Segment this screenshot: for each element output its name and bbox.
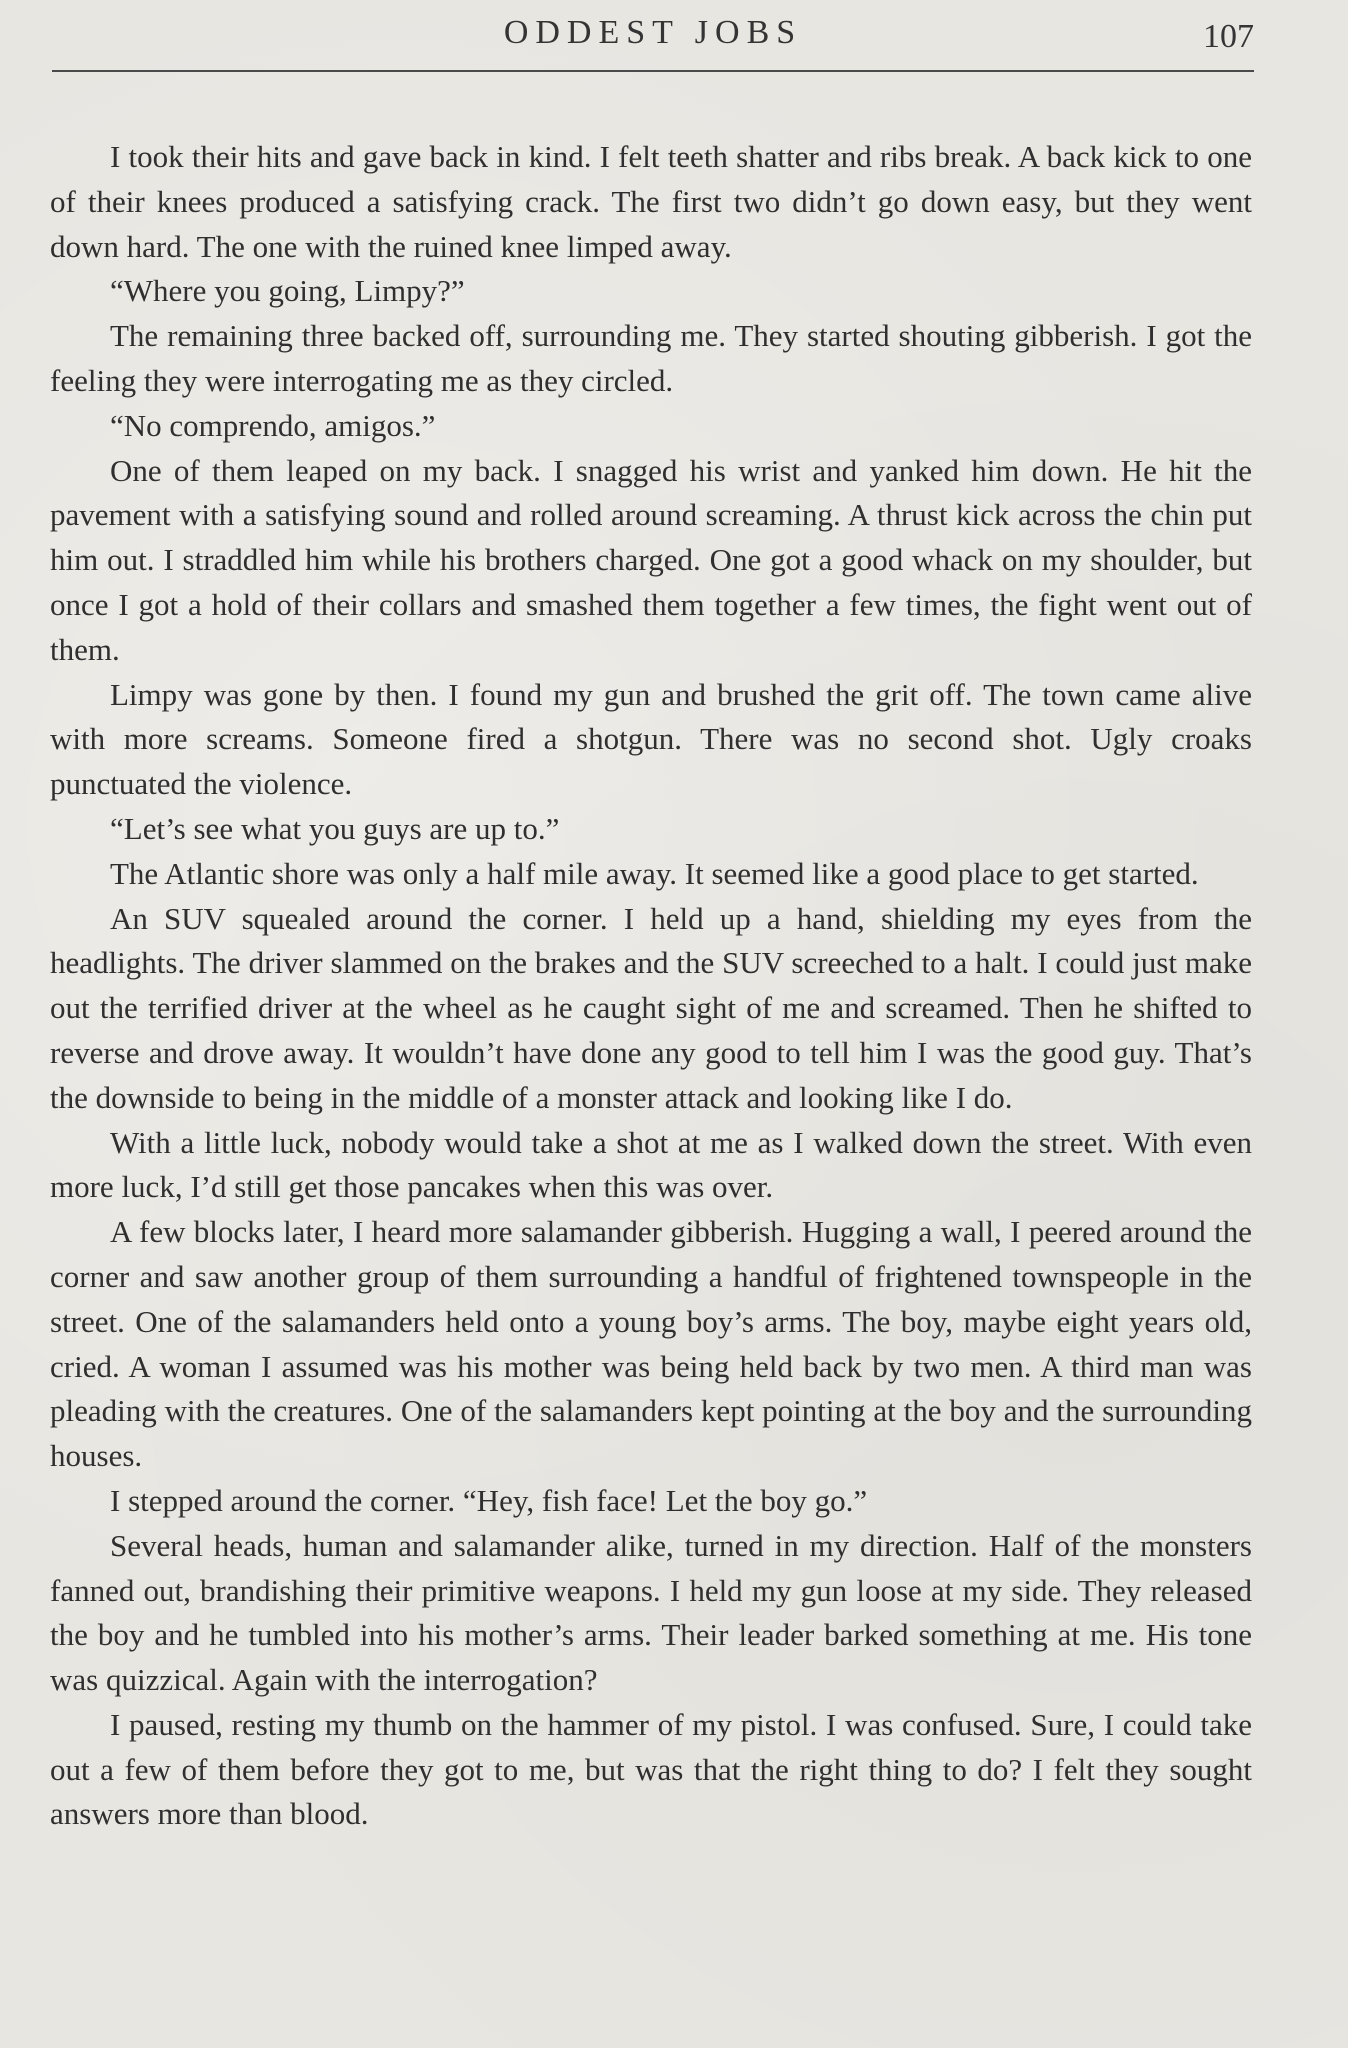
paragraph-10: With a little luck, nobody would take a shot at me as I walked down the street. With even more luck, I’d still get those pancakes when this was over. [50, 1124, 1252, 1205]
paragraph-3: The remaining three backed off, surrounding me. They started shouting gibberish. I got the feeling they were interrogating me as they circled. [50, 318, 1252, 398]
paragraph-14: I paused, resting my thumb on the hammer of my pistol. I was confused. Sure, I could take out a few of them before they got to me, but was that the right thing to do? I felt they sought answers more than blood. [50, 1706, 1252, 1832]
paragraph-11: A few blocks later, I heard more salamander gibberish. Hugging a wall, I peered around the corner and saw another group of them surrounding a handful of frightened townspeople in the street. One of the salamanders held onto a young boy’s arms. The boy, maybe eight years old, cried. A woman I assumed was his mother was being held back by two men. A third man was pleading with the creatures. One of the salamanders kept pointing at the boy and the surrounding houses. [50, 1214, 1252, 1474]
paragraph-6: Limpy was gone by then. I found my gun and brushed the grit off. The town came alive with more screams. Someone fired a shotgun. There was no second shot. Ugly croaks punctuated the violence. [50, 676, 1252, 802]
page-number: 107 [1203, 18, 1254, 55]
running-title: ODDEST JOBS [503, 14, 803, 51]
body-text [50, 135, 1252, 1837]
header-rule [52, 70, 1254, 72]
paragraph-2: “Where you going, Limpy?” [110, 273, 465, 309]
paragraph-12: I stepped around the corner. “Hey, fish face! Let the boy go.” [110, 1482, 868, 1518]
paragraph-8: The Atlantic shore was only a half mile away. It seemed like a good place to get started. [110, 855, 1199, 891]
running-head [52, 0, 1254, 70]
paragraph-9: An SUV squealed around the corner. I held up a hand, shielding my eyes from the headlights. The driver slammed on the brakes and the SUV screeched to a halt. I could just make out the terrified driver at the wheel as he caught sight of me and screamed. Then he shifted to reverse and drove away. It wouldn’t have done any good to tell him I was the good guy. That’s the downside to being in the middle of a monster attack and looking like I do. [50, 900, 1252, 1115]
paragraph-13: Several heads, human and salamander alike, turned in my direction. Half of the monsters fanned out, brandishing their primitive weapons. I held my gun loose at my side. They released the boy and he tumbled into his mother’s arms. Their leader barked something at me. His tone was quizzical. Again with the interrogation? [50, 1527, 1252, 1698]
paragraph-5: One of them leaped on my back. I snagged his wrist and yanked him down. He hit the pavement with a satisfying sound and rolled around screaming. A thrust kick across the chin put him out. I straddled him while his brothers charged. One got a good whack on my shoulder, but once I got a hold of their collars and smashed them together a few times, the fight went out of them. [50, 452, 1252, 667]
paragraph-4: “No comprendo, amigos.” [110, 407, 436, 443]
paragraph-7: “Let’s see what you guys are up to.” [110, 810, 560, 846]
paragraph-1: I took their hits and gave back in kind. I felt teeth shatter and ribs break. A back kick to one of their knees produced a satisfying crack. The first two didn’t go down easy, but they went down hard. The one with the ruined knee limped away. [50, 139, 1252, 264]
